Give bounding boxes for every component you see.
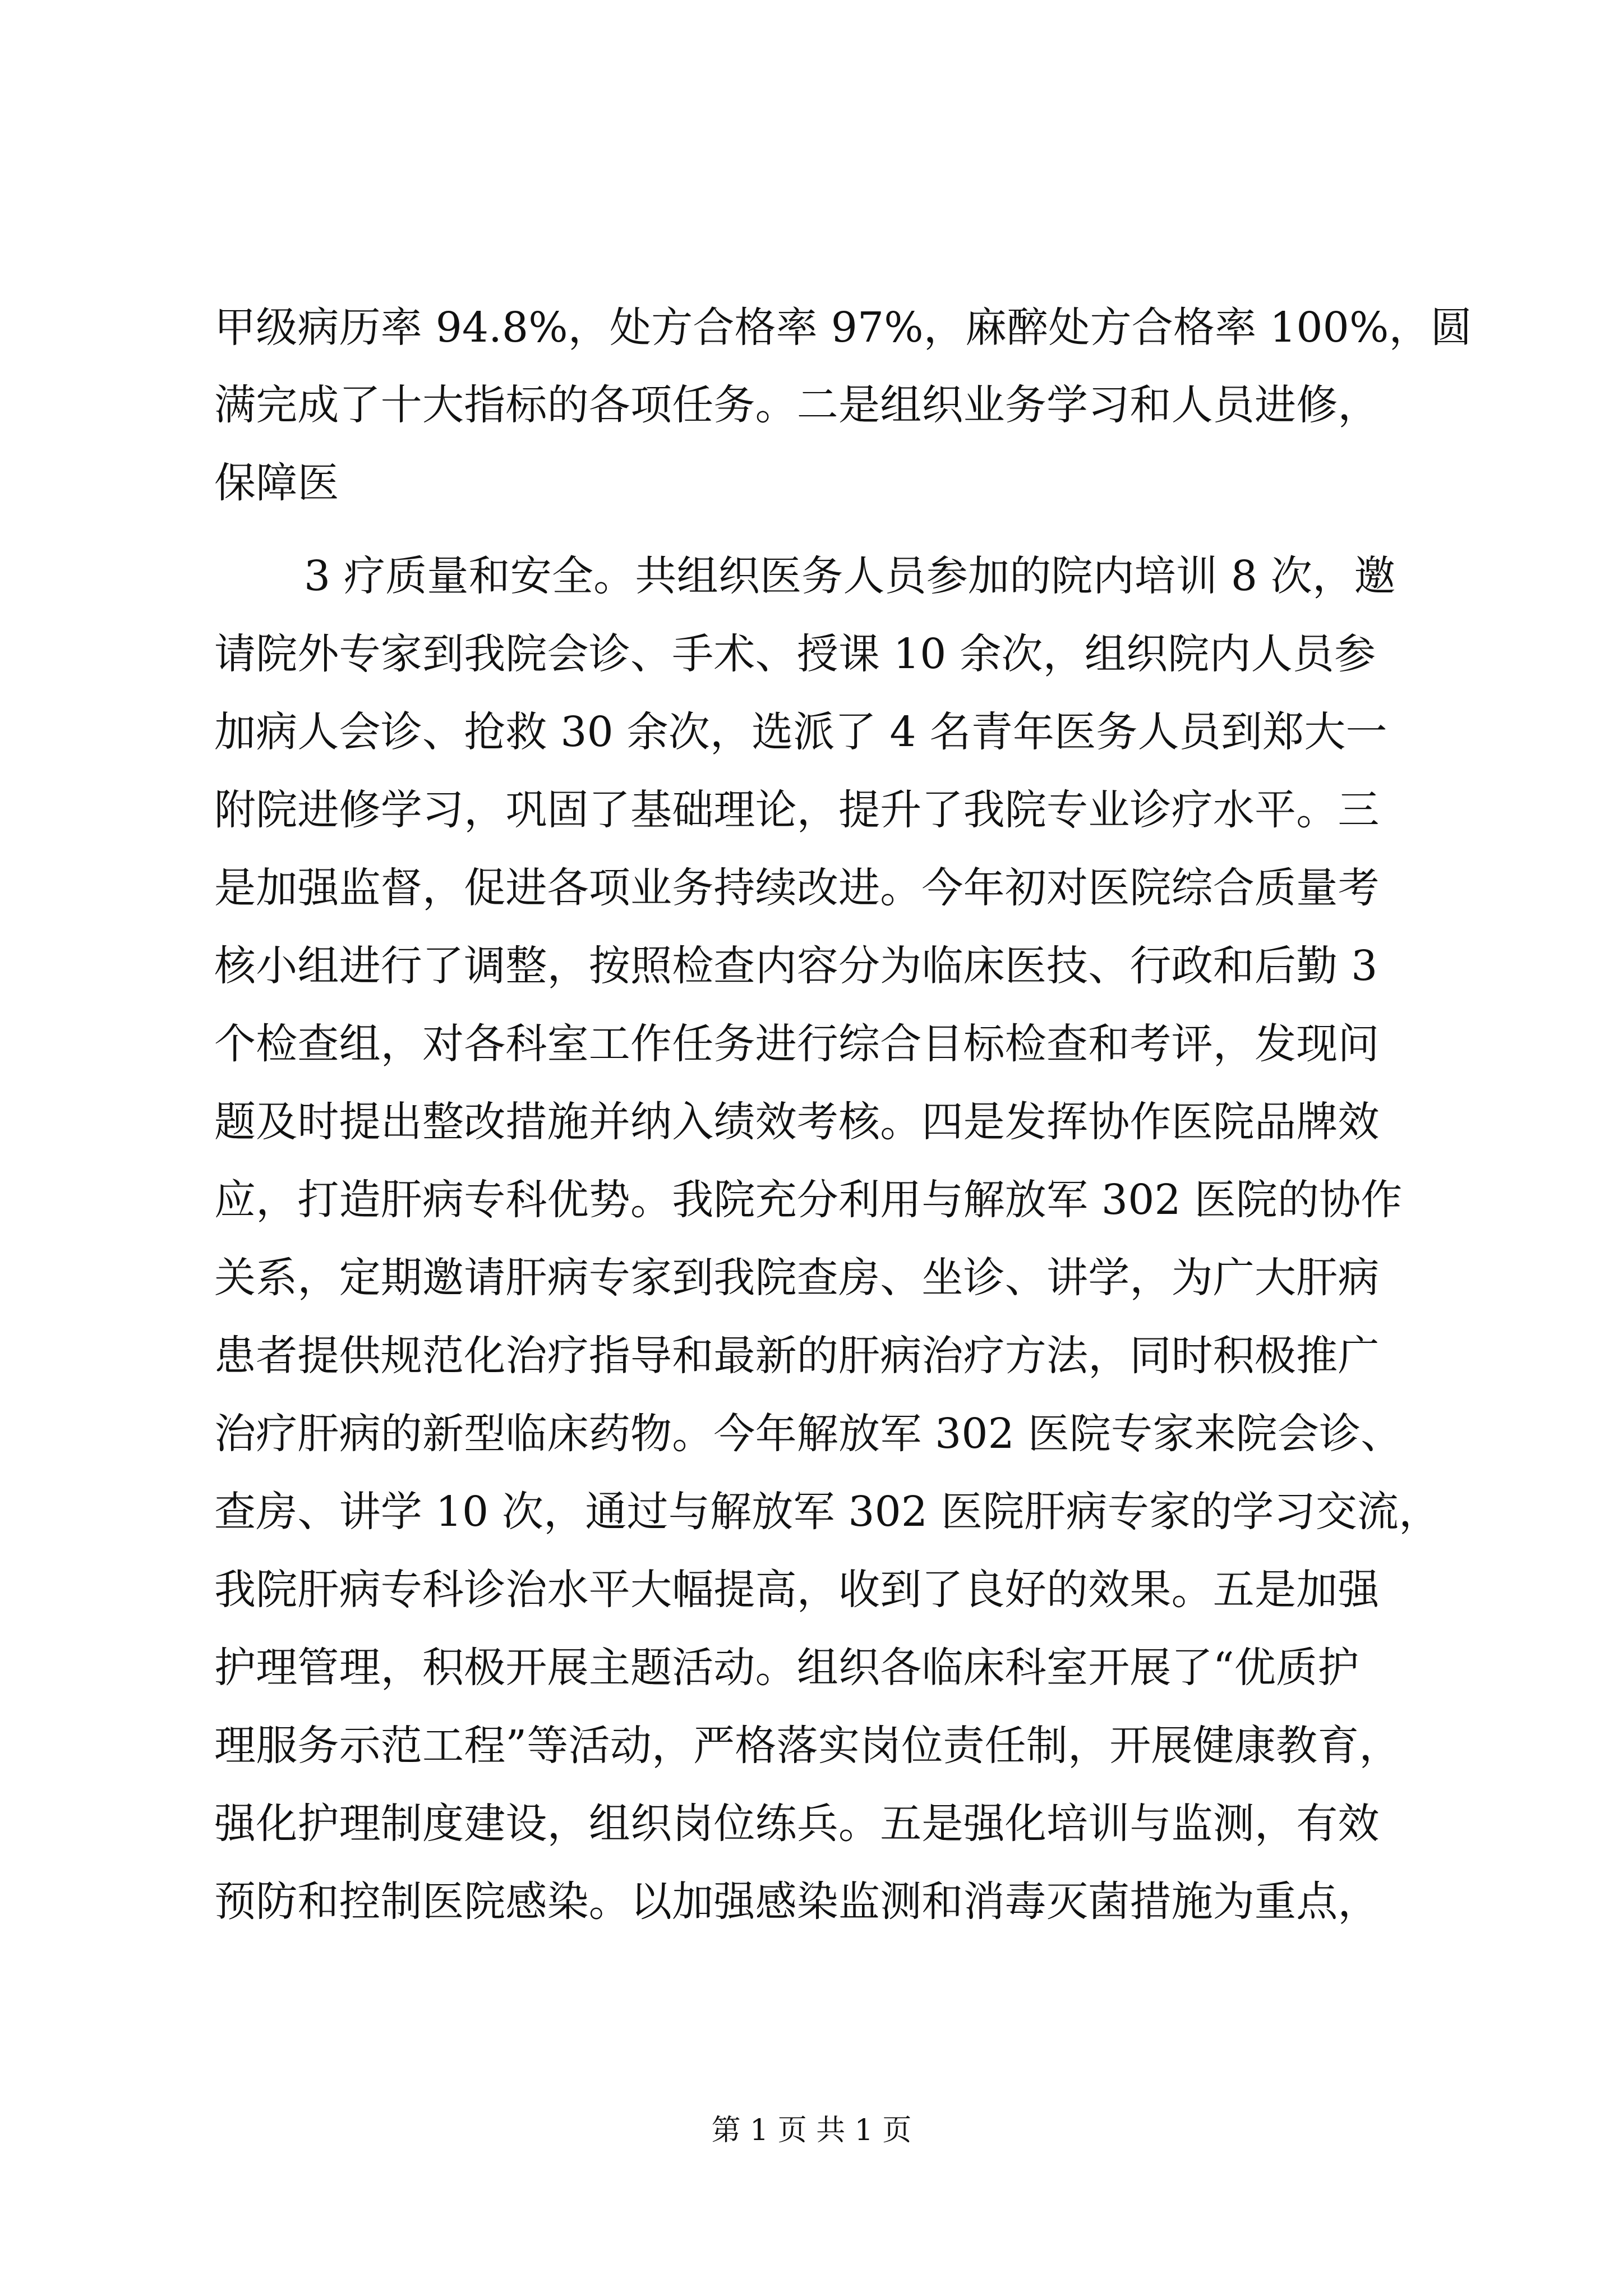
text-line: 查房、讲学 10 次，通过与解放军 302 医院肝病专家的学习交流， [214,1488,1441,1536]
text-line: 加病人会诊、抢救 30 余次，选派了 4 名青年医务人员到郑大一 [214,708,1387,756]
text-line: 保障医 [214,459,339,507]
text-line: 个检查组，对各科室工作任务进行综合目标检查和考评，发现问 [214,1020,1380,1068]
text-line-indented: 3 疗质量和安全。共组织医务人员参加的院内培训 8 次，邀 [304,552,1396,600]
text-line: 我院肝病专科诊治水平大幅提高，收到了良好的效果。五是加强 [214,1566,1380,1614]
text-line: 强化护理制度建设，组织岗位练兵。五是强化培训与监测，有效 [214,1800,1380,1848]
text-line: 核小组进行了调整，按照检查内容分为临床医技、行政和后勤 3 [214,942,1378,990]
text-line: 预防和控制医院感染。以加强感染监测和消毒灭菌措施为重点， [214,1878,1380,1926]
text-line: 治疗肝病的新型临床药物。今年解放军 302 医院专家来院会诊、 [214,1410,1403,1458]
text-line: 附院进修学习，巩固了基础理论，提升了我院专业诊疗水平。三 [214,786,1380,834]
text-line: 患者提供规范化治疗指导和最新的肝病治疗方法，同时积极推广 [214,1332,1380,1380]
text-line: 请院外专家到我院会诊、手术、授课 10 余次，组织院内人员参 [214,630,1376,678]
text-line: 关系，定期邀请肝病专家到我院查房、坐诊、讲学，为广大肝病 [214,1254,1380,1302]
text-line: 理服务示范工程”等活动，严格落实岗位责任制，开展健康教育， [214,1722,1401,1770]
text-line: 满完成了十大指标的各项任务。二是组织业务学习和人员进修， [214,381,1380,429]
text-line: 题及时提出整改措施并纳入绩效考核。四是发挥协作医院品牌效 [214,1098,1380,1146]
page-number-footer: 第 1 页 共 1 页 [711,2114,912,2147]
text-line: 是加强监督，促进各项业务持续改进。今年初对医院综合质量考 [214,864,1380,912]
text-line: 应，打造肝病专科优势。我院充分利用与解放军 302 医院的协作 [214,1176,1403,1224]
text-line: 甲级病历率 94.8%，处方合格率 97%，麻醉处方合格率 100%，圆 [214,303,1472,352]
text-line: 护理管理，积极开展主题活动。组织各临床科室开展了“优质护 [214,1644,1359,1692]
